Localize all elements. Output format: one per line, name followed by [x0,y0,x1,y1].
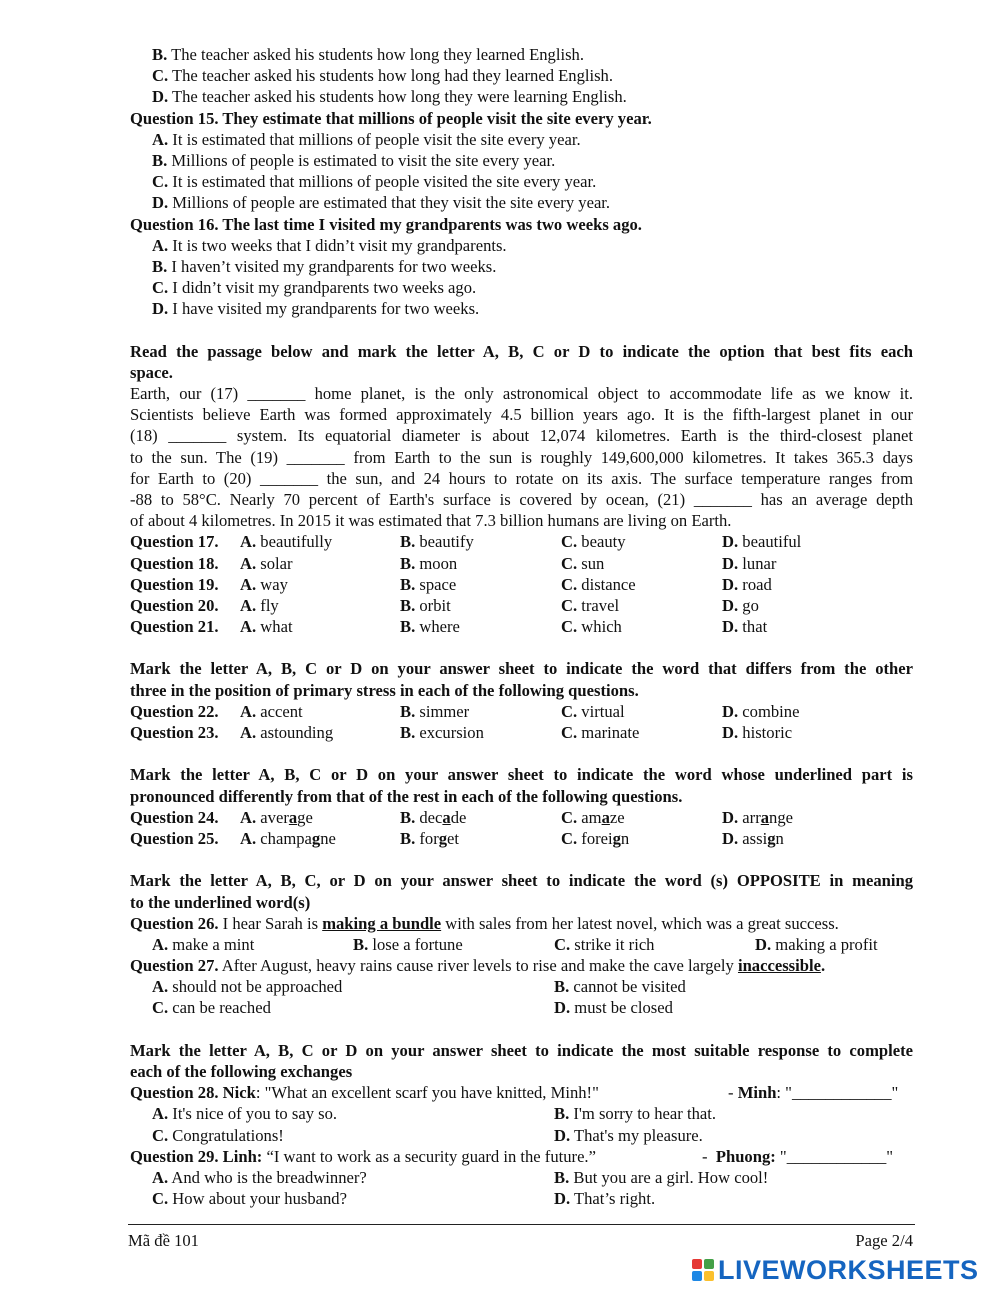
question-row-24: Question 24. A. average B. decade C. amaze D. arrange [130,807,793,827]
q26-stem: Question 26. I hear Sarah is making a bundle with sales from her latest novel, which was a great success. [130,913,839,933]
logo-square-icon [692,1271,702,1281]
q15-stem: Question 15. They estimate that millions of people visit the site every year. [130,108,652,128]
question-row-20: Question 20. A. fly B. orbit C. travel D. go [130,595,759,615]
q16-stem: Question 16. The last time I visited my grandparents was two weeks ago. [130,214,642,234]
opposite-instruction-cont: to the underlined word(s) [130,892,311,912]
q16-option-b: B. I haven’t visited my grandparents for two weeks. [152,256,497,276]
stress-instruction-cont: three in the position of primary stress in each of the following questions. [130,680,639,700]
logo-icon [692,1259,714,1281]
exam-code: Mã đề 101 [128,1231,199,1250]
q28-options-ab: A. It's nice of you to say so. B. I'm sorry to hear that. [152,1104,716,1124]
passage-line: Earth, our (17) _______ home planet, is the only astronomical object to accommodate life as we know it. [130,384,913,403]
q29-options-ab: A. And who is the breadwinner? B. But you are a girl. How cool! [152,1167,769,1187]
q27-options-cd: C. can be reached D. must be closed [152,998,673,1018]
q15-option-b: B. Millions of people is estimated to visit the site every year. [152,150,556,170]
q27-stem: Question 27. After August, heavy rains cause river levels to rise and make the cave largely inaccessible. [130,956,826,976]
passage-line: -88 to 58°C. Nearly 70 percent of Earth's surface is covered by ocean, (21) _______ has an average depth [130,489,913,509]
logo-square-icon [704,1259,714,1269]
liveworksheets-logo[interactable] [692,1256,979,1284]
q14-option-b: B. The teacher asked his students how long they learned English. [152,45,584,64]
q15-option-c: C. It is estimated that millions of people visited the site every year. [152,172,597,192]
passage-line: (18) _______ system. Its equatorial diameter is about 12,074 kilometres. Earth is the third-closest planet [130,426,913,446]
q16-option-d: D. I have visited my grandparents for two weeks. [152,299,480,319]
passage-line: for Earth to (20) _______ the sun, and 24 hours to rotate on its axis. The surface temperature ranges from [130,468,913,488]
q14-option-d: D. The teacher asked his students how long they were learning English. [152,87,627,107]
question-row-18: Question 18. A. solar B. moon C. sun D. lunar [130,553,777,573]
question-row-22: Question 22. A. accent B. simmer C. virtual D. combine [130,701,800,721]
q26-options: A. make a mint B. lose a fortune C. strike it rich D. making a profit [152,934,878,954]
q16-option-a: A. It is two weeks that I didn’t visit my grandparents. [152,235,507,255]
exam-page [130,44,913,1209]
q29-options-cd: C. How about your husband? D. That’s right. [152,1189,656,1209]
reading-instruction-cont: space. [130,362,173,382]
opposite-instruction: Mark the letter A, B, C, or D on your answer sheet to indicate the word (s) OPPOSITE in meaning [130,871,913,891]
exchange-instruction: Mark the letter A, B, C or D on your answer sheet to indicate the most suitable response to complete [130,1040,913,1060]
question-row-17: Question 17. A. beautifully B. beautify C. beauty D. beautiful [130,532,802,552]
question-row-25: Question 25. A. champagne B. forget C. foreign D. assign [130,828,784,848]
q14-option-c: C. The teacher asked his students how long had they learned English. [152,66,613,86]
question-row-21: Question 21. A. what B. where C. which D. that [130,617,768,637]
passage-line: Scientists believe Earth was formed approximately 4.5 billion years ago. It is the fifth-largest planet in our [130,405,913,425]
page-footer [128,1224,915,1250]
q15-option-d: D. Millions of people are estimated that they visit the site every year. [152,193,611,213]
logo-square-icon [704,1271,714,1281]
logo-square-icon [692,1259,702,1269]
passage-line: to the sun. The (19) _______ from Earth to the sun is roughly 149,600,000 kilometres. It takes 365.3 days [130,447,913,467]
q16-option-c: C. I didn’t visit my grandparents two weeks ago. [152,278,477,298]
q15-option-a: A. It is estimated that millions of people visit the site every year. [152,129,581,149]
q28-stem: Question 28. Nick: "What an excellent scarf you have knitted, Minh!" - Minh: "____________" [130,1083,899,1103]
reading-instruction: Read the passage below and mark the letter A, B, C or D to indicate the option that best fits each [130,341,913,361]
q29-stem: Question 29. Linh: “I want to work as a security guard in the future.” - Phuong: "____________" [130,1146,894,1166]
passage-line: of about 4 kilometres. In 2015 it was estimated that 7.3 billion humans are living on Earth. [130,511,732,531]
logo-text: LIVEWORKSHEETS [718,1254,979,1285]
question-row-23: Question 23. A. astounding B. excursion C. marinate D. historic [130,723,793,742]
q28-options-cd: C. Congratulations! D. That's my pleasure. [152,1125,703,1145]
pron-instruction: Mark the letter A, B, C or D on your answer sheet to indicate the word whose underlined part is [130,765,913,785]
pron-instruction-cont: pronounced differently from that of the rest in each of the following questions. [130,786,683,806]
page-number: Page 2/4 [855,1231,913,1250]
question-row-19: Question 19. A. way B. space C. distance D. road [130,574,772,594]
q27-options-ab: A. should not be approached B. cannot be visited [152,977,686,997]
stress-instruction: Mark the letter A, B, C or D on your answer sheet to indicate the word that differs from the other [130,659,913,679]
exchange-instruction-cont: each of the following exchanges [130,1062,353,1081]
